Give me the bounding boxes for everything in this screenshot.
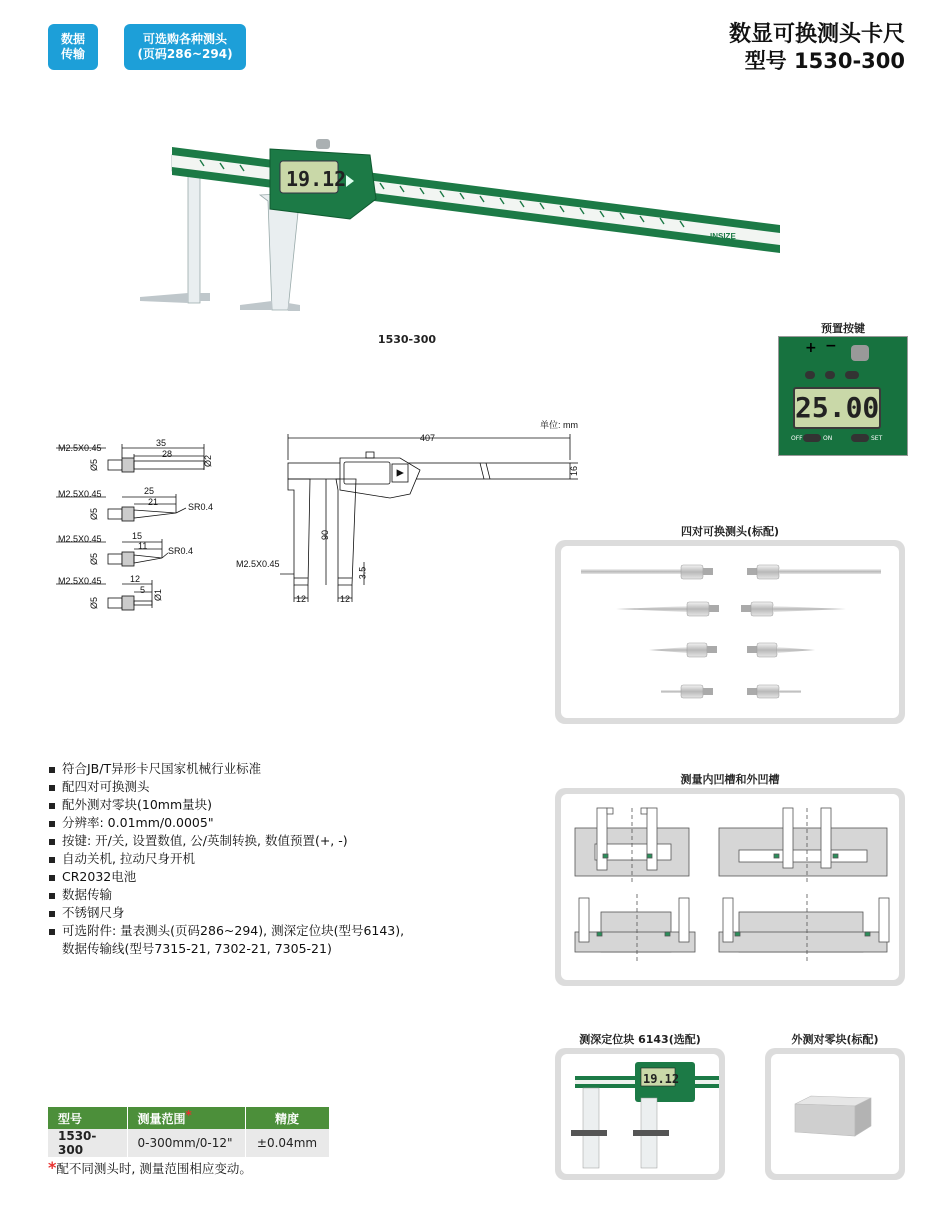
data-transfer-badge: 数据 传输 [48, 24, 98, 70]
probe3-len: 11 [138, 541, 148, 551]
jaw-width-left-dim: 12 [296, 594, 307, 604]
cell-model: 1530-300 [48, 1129, 127, 1157]
minus-button[interactable] [825, 371, 835, 379]
probe1-thread: M2.5X0.45 [58, 443, 102, 453]
caliper-lcd-reading: 19.12 [286, 167, 347, 191]
cell-accuracy: ±0.04mm [245, 1129, 329, 1157]
probes-panel [555, 540, 905, 724]
footnote-text: 配不同测头时, 测量范围相应变动。 [56, 1161, 252, 1176]
probe1-dia: Ø5 [89, 458, 100, 472]
footnote [48, 1158, 252, 1177]
title-line1: 数显可换测头卡尺 [728, 22, 905, 47]
probe1-len: 28 [162, 449, 173, 459]
feature-item: CR2032电池 [48, 868, 404, 886]
feature-item: 不锈钢尺身 [48, 904, 404, 922]
feature-item: 数据传输 [48, 886, 404, 904]
optional-probes-badge [124, 24, 246, 70]
set-label: SET [871, 435, 883, 442]
optional-probes-line1: 可选购各种测头 [142, 32, 227, 46]
brand-logo: INSIZE [710, 232, 736, 241]
depth-block-illustration [561, 1054, 719, 1174]
table-row [48, 1129, 329, 1157]
off-on-button[interactable] [803, 434, 821, 442]
probe4-total: 12 [130, 574, 141, 584]
probe1-total: 35 [156, 438, 167, 448]
probe2-end: SR0.4 [188, 502, 214, 512]
probe3-total: 15 [132, 531, 143, 541]
grooves-illustration [561, 794, 899, 980]
spec-table [48, 1107, 330, 1157]
probe3-thread: M2.5X0.45 [58, 534, 102, 544]
range-footnote-star: * [185, 1107, 192, 1122]
col-range: 测量范围* [127, 1107, 245, 1129]
probe2-thread: M2.5X0.45 [58, 489, 102, 499]
optional-probes-line2: (页码286~294) [137, 47, 233, 61]
jaw-width-right-dim: 12 [340, 594, 351, 604]
probe4-end: Ø1 [153, 588, 164, 602]
feature-list [48, 760, 404, 958]
gauge-block-illustration [771, 1054, 899, 1174]
caliper-product-image [140, 135, 800, 325]
probes-illustration [561, 546, 899, 718]
footnote-star: * [48, 1158, 57, 1177]
preset-lcd: 25.00 [793, 387, 881, 429]
preset-caption: 预置按键 [821, 322, 865, 335]
zero-block-panel [765, 1048, 905, 1180]
feature-item: 分辨率: 0.01mm/0.0005" [48, 814, 404, 832]
minus-label: − [825, 338, 837, 354]
depth-lcd-reading: 19.12 [643, 1072, 680, 1086]
probe4-dia: Ø5 [89, 596, 100, 610]
cell-range: 0-300mm/0-12" [127, 1129, 245, 1157]
depth-block-panel [555, 1048, 725, 1180]
overall-length-dim: 407 [420, 433, 436, 443]
plus-label: + [805, 340, 817, 356]
title-line2: 型号 1530-300 [744, 49, 905, 73]
probes-caption: 四对可换测头(标配) [680, 525, 780, 538]
off-label: OFF [791, 435, 803, 442]
col-model: 型号 [48, 1107, 127, 1129]
grooves-panel [555, 788, 905, 986]
tip-height-dim: 3.5 [357, 566, 368, 580]
col-accuracy: 精度 [245, 1107, 329, 1129]
probe2-total: 25 [144, 486, 155, 496]
beam-height-dim: 16 [569, 465, 580, 477]
set-button[interactable] [851, 434, 869, 442]
feature-item: 符合JB/T异形卡尺国家机械行业标准 [48, 760, 404, 778]
preset-panel [778, 336, 908, 456]
caliper-drawing [280, 430, 585, 608]
grooves-caption: 测量内凹槽和外凹槽 [680, 773, 780, 786]
depth-block-caption: 测深定位块 6143(选配) [579, 1033, 701, 1046]
feature-item-continuation: 数据传输线(型号7315-21, 7302-21, 7305-21) [62, 941, 332, 956]
plus-button[interactable] [805, 371, 815, 379]
jaw-thread-dim: M2.5X0.45 [236, 559, 280, 569]
unit-label: 单位: mm [540, 420, 578, 430]
feature-item: 自动关机, 拉动尺身开机 [48, 850, 404, 868]
probe1-end: Ø2 [203, 454, 214, 468]
jaw-length-dim: 90 [320, 529, 331, 541]
zero-block-caption: 外测对零块(标配) [791, 1033, 879, 1046]
feature-item: 可选附件: 量表测头(页码286~294), 测深定位块(型号6143), [48, 922, 404, 940]
mode-button[interactable] [845, 371, 859, 379]
feature-item: 配外测对零块(10mm量块) [48, 796, 404, 814]
probe2-dia: Ø5 [89, 507, 100, 521]
feature-item: 配四对可换测头 [48, 778, 404, 796]
probe4-thread: M2.5X0.45 [58, 576, 102, 586]
page-title [729, 22, 905, 74]
probe3-dia: Ø5 [89, 552, 100, 566]
product-caption: 1530-300 [377, 333, 437, 346]
probe4-len: 5 [140, 585, 146, 595]
on-label: ON [823, 435, 833, 442]
knob-icon [851, 345, 869, 361]
feature-item: 按键: 开/关, 设置数值, 公/英制转换, 数值预置(+, -) [48, 832, 404, 850]
probe2-len: 21 [148, 497, 159, 507]
probe3-end: SR0.4 [168, 546, 194, 556]
